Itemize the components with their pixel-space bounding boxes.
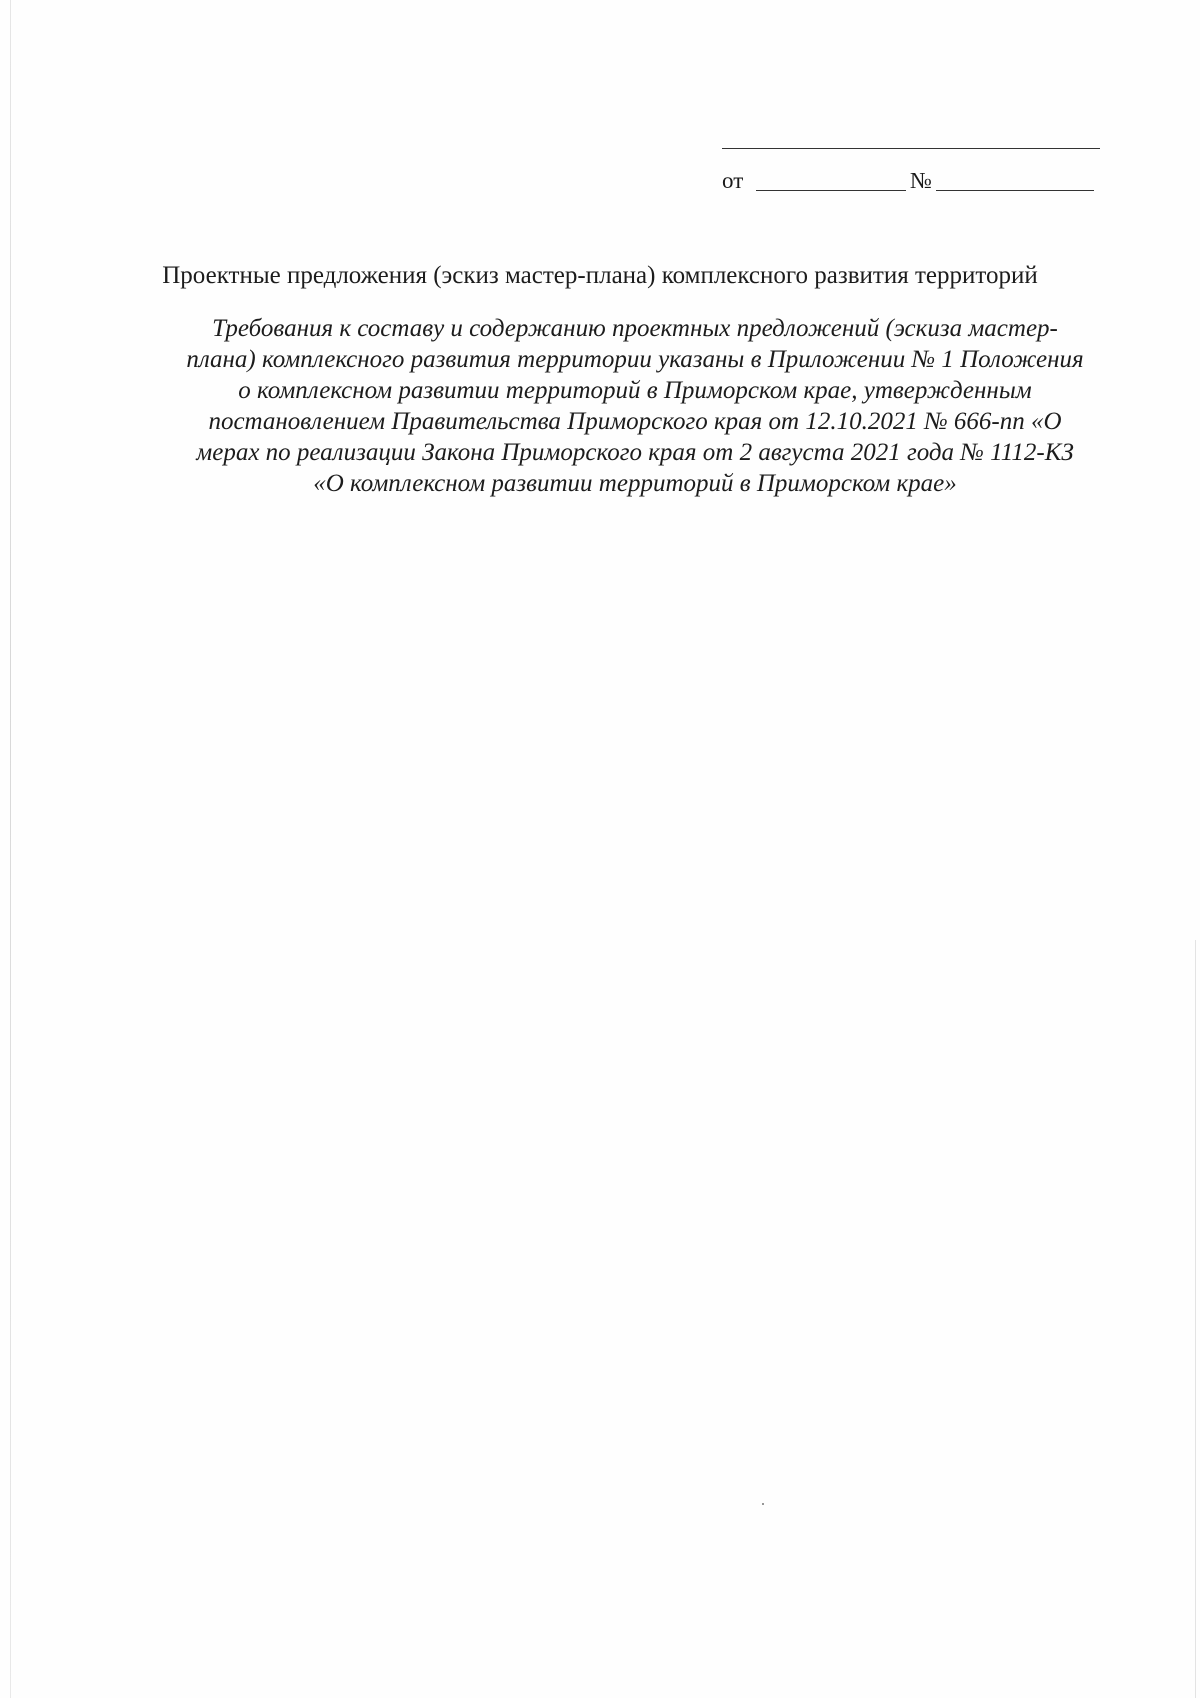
number-blank-line — [936, 190, 1094, 191]
number-label: № — [910, 168, 932, 193]
body-line: Требования к составу и содержанию проектных предложений (эскиза мастер- — [212, 315, 1058, 342]
document-body — [130, 313, 1140, 499]
signature-line — [722, 148, 1100, 149]
body-line: «О комплексном развитии территорий в Приморском крае» — [313, 470, 957, 497]
date-blank-line — [756, 190, 906, 191]
body-line: плана) комплексного развития территории указаны в Приложении № 1 Положения — [186, 346, 1084, 373]
body-line: о комплексном развитии территорий в Приморском крае, утвержденным — [238, 377, 1032, 404]
from-label: от — [722, 168, 744, 193]
scan-edge-left — [10, 0, 11, 1698]
document-title: Проектные предложения (эскиз мастер-плана) комплексного развития территорий — [162, 262, 1038, 289]
scan-edge-right — [1195, 940, 1196, 1698]
body-line: постановлением Правительства Приморского края от 12.10.2021 № 666-пп «О — [208, 408, 1062, 435]
scan-speck — [762, 1503, 764, 1505]
body-line: мерах по реализации Закона Приморского края от 2 августа 2021 года № 1112-КЗ — [196, 439, 1074, 466]
date-number-line — [722, 166, 1102, 196]
